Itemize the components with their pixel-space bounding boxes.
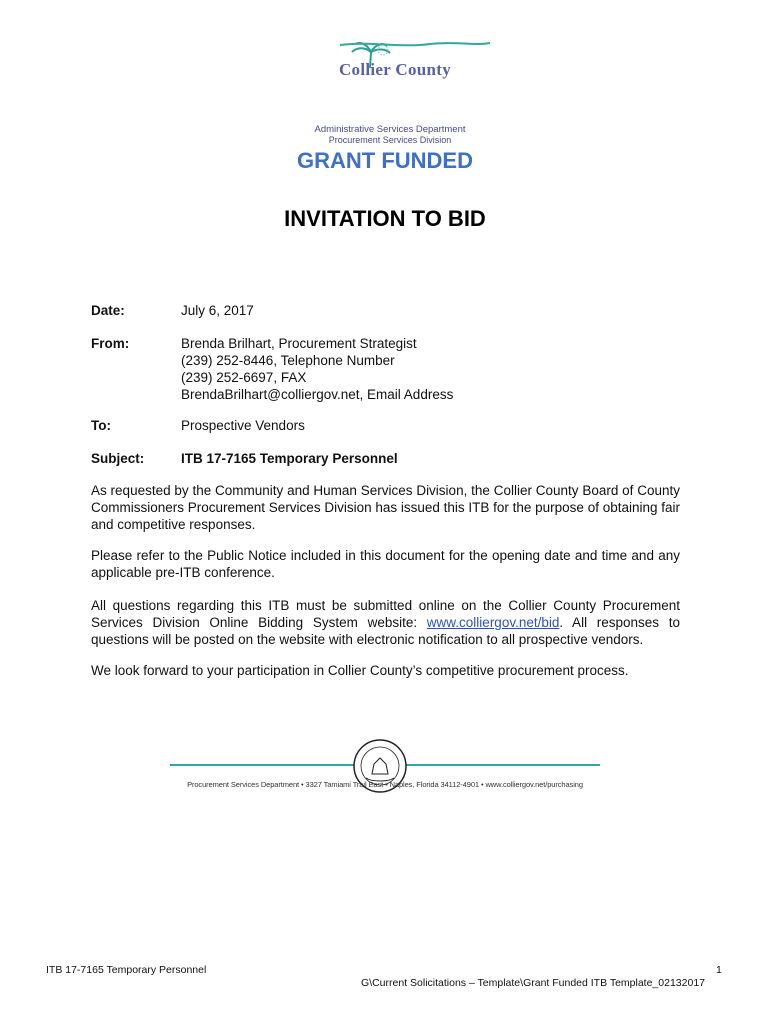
from-label: From: bbox=[91, 336, 130, 351]
bid-website-link[interactable]: www.colliergov.net/bid bbox=[426, 615, 560, 630]
paragraph-closing: We look forward to your participation in Collier County’s competitive procurement process. bbox=[91, 663, 629, 678]
questions-text-after: . All responses to questions will be posted on the website with electronic notification to all prospective vendors. bbox=[91, 615, 680, 647]
paragraph-request: As requested by the Community and Human Services Division, the Collier County Board of County Commissioners Procurement Services Division has issued this ITB for the purpose of obtaining fair and competitive responses. bbox=[91, 483, 681, 532]
page-number: 1 bbox=[716, 964, 722, 976]
subject-label: Subject: bbox=[91, 451, 145, 466]
logo-division: Procurement Services Division bbox=[328, 135, 452, 145]
footer-address: Procurement Services Department • 3327 Tamiami Trail East • Naples, Florida 34112-4901 • www.colliergov.net/purchasing bbox=[187, 780, 583, 789]
collier-county-logo bbox=[300, 40, 480, 145]
page-footer-path: G\Current Solicitations – Template\Grant Funded ITB Template_02132017 bbox=[361, 977, 705, 989]
from-line-name: Brenda Brilhart, Procurement Strategist bbox=[181, 336, 417, 351]
document-title: INVITATION TO BID bbox=[284, 206, 486, 231]
from-line-fax: (239) 252-6697, FAX bbox=[181, 370, 307, 385]
logo-wave-divider bbox=[340, 40, 490, 48]
date-value: July 6, 2017 bbox=[181, 303, 254, 318]
page-footer-title: ITB 17-7165 Temporary Personnel bbox=[46, 964, 207, 976]
logo-county-name: Collier County bbox=[338, 60, 452, 79]
paragraph-public-notice: Please refer to the Public Notice included in this document for the opening date and time and any applicable pre-ITB conference. bbox=[91, 548, 680, 580]
paragraph-questions bbox=[91, 597, 680, 648]
from-line-email: BrendaBrilhart@colliergov.net, Email Address bbox=[181, 387, 454, 402]
from-value bbox=[181, 335, 581, 403]
questions-text-before: All questions regarding this ITB must be submitted online on the Collier County Procurement Services Division Online Bidding System website: bbox=[91, 598, 680, 630]
to-value: Prospective Vendors bbox=[181, 418, 305, 433]
logo-department: Administrative Services Department bbox=[314, 124, 466, 135]
date-label: Date: bbox=[91, 303, 125, 318]
grant-funded-heading: GRANT FUNDED bbox=[297, 148, 473, 173]
to-label: To: bbox=[91, 418, 111, 433]
from-line-phone: (239) 252-8446, Telephone Number bbox=[181, 353, 395, 368]
subject-value: ITB 17-7165 Temporary Personnel bbox=[181, 451, 398, 466]
